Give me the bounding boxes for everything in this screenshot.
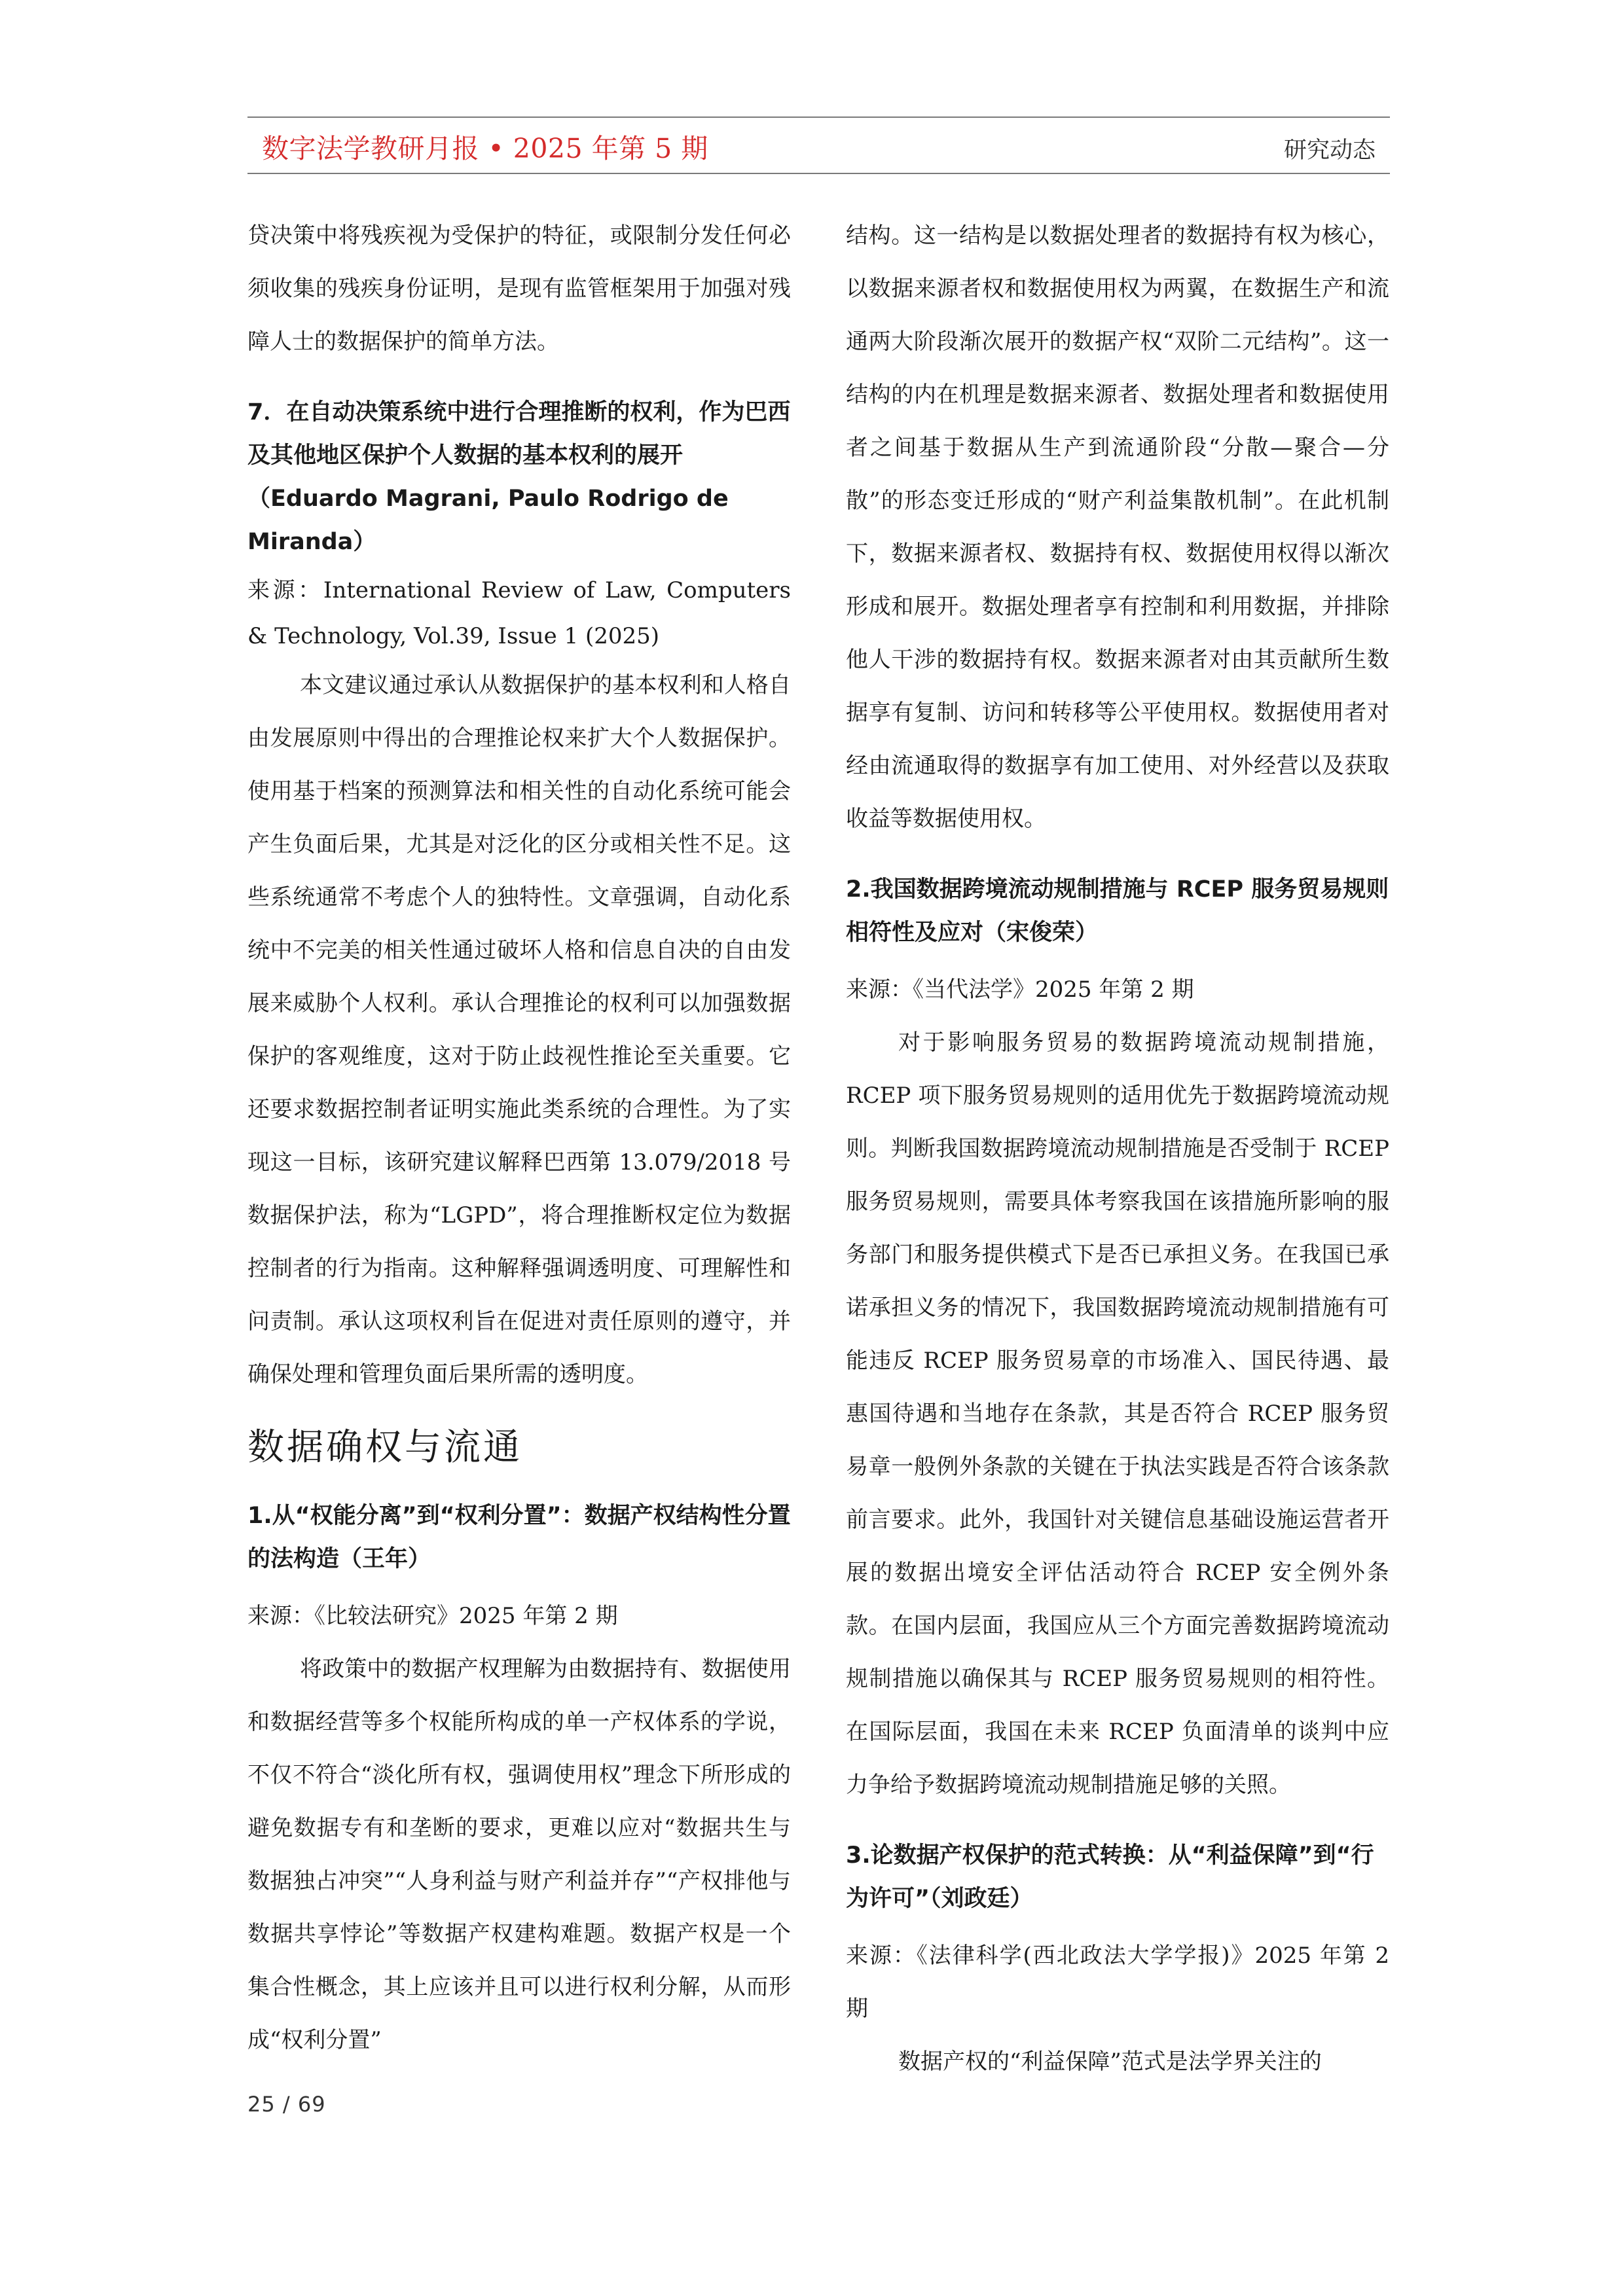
article-2-body: 对于影响服务贸易的数据跨境流动规制措施，RCEP 项下服务贸易规则的适用优先于数据跨境流动规则。判断我国数据跨境流动规制措施是否受制于 RCEP 服务贸易规则，需要具体考察我国在该措施所影响的服务部门和服务提供模式下是否已承担义务。在我国已承诺承担义务的情况下，我国数据跨境流动规制措施有可能违反 RCEP 服务贸易章的市场准入、国民待遇、最惠国待遇和当地存在条款，其是否符合 RCEP 服务贸易章一般例外条款的关键在于执法实践是否符合该条款前言要求。此外，我国针对关键信息基础设施运营者开展的数据出境安全评估活动符合 RCEP 安全例外条款。在国内层面，我国应从三个方面完善数据跨境流动规制措施以确保其与 RCEP 服务贸易规则的相符性。在国际层面，我国在未来 RCEP 负面清单的谈判中应力争给予数据跨境流动规制措施足够的关照。 (846, 1030, 1389, 1798)
continued-paragraph-right: 结构。这一结构是以数据处理者的数据持有权为核心，以数据来源者权和数据使用权为两翼，在数据生产和流通两大阶段渐次展开的数据产权“双阶二元结构”。这一结构的内在机理是数据来源者、数据处理者和数据使用者之间基于数据从生产到流通阶段“分散—聚合—分散”的形态变迁形成的“财产利益集散机制”。在此机制下，数据来源者权、数据持有权、数据使用权得以渐次形成和展开。数据处理者享有控制和利用数据，并排除他人干涉的数据持有权。数据来源者对由其贡献所生数据享有复制、访问和转移等公平使用权。数据使用者对经由流通取得的数据享有加工使用、对外经营以及获取收益等数据使用权。 (846, 223, 1389, 832)
article-1-body: 将政策中的数据产权理解为由数据持有、数据使用和数据经营等多个权能所构成的单一产权体系的学说，不仅不符合“淡化所有权，强调使用权”理念下所形成的避免数据专有和垄断的要求，更难以应对“数据共生与数据独占冲突”“人身利益与财产利益并存”“产权排他与数据共享悖论”等数据产权建构难题。数据产权是一个集合性概念，其上应该并且可以进行权利分解，从而形成“权利分置” (247, 1656, 791, 2053)
header-bottom-rule (247, 173, 1390, 174)
header-top-rule (247, 117, 1390, 118)
article-2-source: 来源：《当代法学》2025 年第 2 期 (846, 977, 1194, 1003)
section-title: 数据确权与流通 (247, 1426, 522, 1469)
article-7-body: 本文建议通过承认从数据保护的基本权利和人格自由发展原则中得出的合理推论权来扩大个人数据保护。使用基于档案的预测算法和相关性的自动化系统可能会产生负面后果，尤其是对泛化的区分或相关性不足。这些系统通常不考虑个人的独特性。文章强调，自动化系统中不完美的相关性通过破坏人格和信息自决的自由发展来威胁个人权利。承认合理推论的权利可以加强数据保护的客观维度，这对于防止歧视性推论至关重要。它还要求数据控制者证明实施此类系统的合理性。为了实现这一目标，该研究建议解释巴西第 13.079/2018 号数据保护法，称为“LGPD”，将合理推断权定位为数据控制者的行为指南。这种解释强调透明度、可理解性和问责制。承认这项权利旨在促进对责任原则的遵守，并确保处理和管理负面后果所需的透明度。 (247, 672, 791, 1388)
left-column (247, 209, 791, 2067)
article-3-body: 数据产权的“利益保障”范式是法学界关注的 (898, 2049, 1322, 2075)
article-1-title: 1.从“权能分离”到“权利分置”：数据产权结构性分置的法构造（王年） (247, 1503, 791, 1572)
page-number: 25 / 69 (247, 2092, 326, 2117)
article-1-source: 来源：《比较法研究》2025 年第 2 期 (247, 1603, 618, 1629)
article-3-source: 来源：《法律科学(西北政法大学学报)》2025 年第 2 期 (846, 1943, 1389, 2022)
article-3-title: 3.论数据产权保护的范式转换：从“利益保障”到“行为许可”（刘政廷） (846, 1842, 1374, 1912)
section-tag: 研究动态 (1283, 137, 1376, 164)
article-7-title: 7．在自动决策系统中进行合理推断的权利，作为巴西及其他地区保护个人数据的基本权利的展开（Eduardo Magrani, Paulo Rodrigo de Miranda） (247, 399, 791, 555)
article-7-source: 来源：International Review of Law, Computers & Technology, Vol.39, Issue 1 (2025) (247, 577, 791, 649)
continued-paragraph: 贷决策中将残疾视为受保护的特征，或限制分发任何必须收集的残疾身份证明，是现有监管框架用于加强对残障人士的数据保护的简单方法。 (247, 223, 791, 355)
journal-title: 数字法学教研月报 • 2025 年第 5 期 (262, 133, 708, 164)
page-header (247, 117, 1390, 175)
article-2-title: 2.我国数据跨境流动规制措施与 RCEP 服务贸易规则相符性及应对（宋俊荣） (846, 876, 1389, 946)
right-column (846, 209, 1389, 2089)
